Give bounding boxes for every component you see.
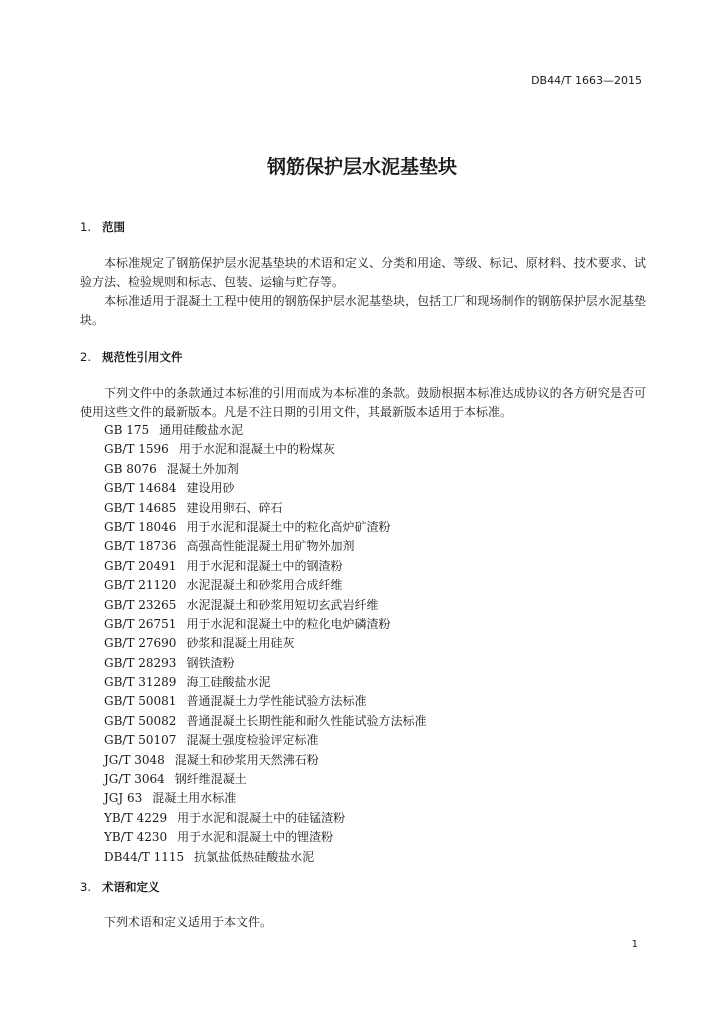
reference-code: GB/T 27690 [104,636,177,651]
reference-item [104,673,426,692]
reference-item [104,634,426,653]
section-1-heading [80,219,125,235]
reference-name: 水泥混凝土和砂浆用短切玄武岩纤维 [186,597,379,612]
reference-code: GB/T 50082 [104,713,177,728]
reference-item [104,537,426,556]
reference-name: 用于水泥和混凝土中的钢渣粉 [186,558,343,573]
reference-name: 建设用卵石、碎石 [186,500,283,515]
reference-code: JG/T 3048 [104,752,165,767]
reference-code: GB/T 31289 [104,675,177,690]
reference-item [104,557,426,576]
section-2-heading [80,349,183,365]
reference-code: GB 175 [104,423,150,437]
reference-item [104,518,426,537]
section-3-heading [80,879,160,895]
reference-name: 海工硅酸盐水泥 [186,675,271,690]
reference-name: 水泥混凝土和砂浆用合成纤维 [186,578,343,593]
standard-code: DB44/T 1663—2015 [531,74,642,87]
reference-code: GB 8076 [104,461,157,476]
reference-name: 混凝土强度检验评定标准 [186,733,319,748]
reference-name: 建设用砂 [186,481,235,496]
reference-item [104,848,426,867]
section-title: 术语和定义 [102,880,160,894]
section-1-paragraph-2: 本标准适用于混凝土工程中使用的钢筋保护层水泥基垫块，包括工厂和现场制作的钢筋保护层水泥基垫块。 [80,294,646,327]
reference-code: GB/T 50107 [104,733,177,748]
reference-name: 普通混凝土力学性能试验方法标准 [186,694,367,709]
reference-name: 用于水泥和混凝土中的粉煤灰 [178,442,335,457]
reference-item [104,809,426,828]
reference-code: GB/T 14685 [104,500,177,515]
reference-code: GB/T 23265 [104,597,177,612]
reference-item [104,615,426,634]
reference-item [104,828,426,847]
reference-name: 混凝土和砂浆用天然沸石粉 [174,752,319,767]
reference-item [104,596,426,615]
section-title: 范围 [102,220,126,234]
reference-code: GB/T 21120 [104,578,177,593]
reference-name: 混凝土外加剂 [166,461,239,476]
reference-code: GB/T 18736 [104,539,177,554]
reference-item [104,576,426,595]
reference-code: YB/T 4230 [104,830,168,845]
reference-name: 钢铁渣粉 [186,655,235,670]
reference-item [104,421,426,440]
section-2-paragraph-1: 下列文件中的条款通过本标准的引用而成为本标准的条款。鼓励根据本标准达成协议的各方研究是否可使用这些文件的最新版本。凡是不注日期的引用文件，其最新版本适用于本标准。 [80,386,646,419]
reference-item [104,654,426,673]
reference-item [104,460,426,479]
reference-code: GB/T 50081 [104,694,177,709]
reference-item [104,692,426,711]
reference-item [104,712,426,731]
reference-code: GB/T 26751 [104,616,177,631]
section-3-paragraph-1: 下列术语和定义适用于本文件。 [104,915,273,929]
reference-code: GB/T 28293 [104,655,177,670]
section-number: 1. [80,220,91,234]
reference-item [104,731,426,750]
reference-code: YB/T 4229 [104,810,168,825]
reference-code: JG/T 3064 [104,772,165,787]
reference-item [104,440,426,459]
reference-code: GB/T 20491 [104,558,177,573]
reference-item [104,789,426,808]
reference-item [104,770,426,789]
reference-name: 砂浆和混凝土用硅灰 [186,636,295,651]
reference-item [104,479,426,498]
reference-code: DB44/T 1115 [104,849,185,864]
reference-item [104,751,426,770]
reference-name: 用于水泥和混凝土中的硅锰渣粉 [177,810,346,825]
reference-name: 普通混凝土长期性能和耐久性能试验方法标准 [186,713,427,728]
section-number: 2. [80,350,91,364]
reference-name: 用于水泥和混凝土中的粒化电炉磷渣粉 [186,616,391,631]
reference-code: GB/T 1596 [104,442,169,457]
document-title: 钢筋保护层水泥基垫块 [266,156,457,178]
reference-item [104,499,426,518]
reference-name: 钢纤维混凝土 [174,772,247,787]
reference-name: 通用硅酸盐水泥 [159,423,244,437]
reference-name: 用于水泥和混凝土中的粒化高炉矿渣粉 [186,519,391,534]
section-1-paragraph-1: 本标准规定了钢筋保护层水泥基垫块的术语和定义、分类和用途、等级、标记、原材料、技术要求、试验方法、检验规则和标志、包装、运输与贮存等。 [80,256,646,289]
reference-name: 混凝土用水标准 [152,791,237,806]
reference-code: GB/T 18046 [104,519,177,534]
reference-name: 用于水泥和混凝土中的锂渣粉 [177,830,334,845]
reference-name: 高强高性能混凝土用矿物外加剂 [186,539,355,554]
section-number: 3. [80,880,91,894]
reference-code: JGJ 63 [104,791,143,806]
reference-name: 抗氯盐低热硅酸盐水泥 [194,849,315,864]
reference-list [104,421,426,867]
reference-code: GB/T 14684 [104,481,177,496]
page-number: 1 [631,939,638,950]
section-title: 规范性引用文件 [102,350,183,364]
